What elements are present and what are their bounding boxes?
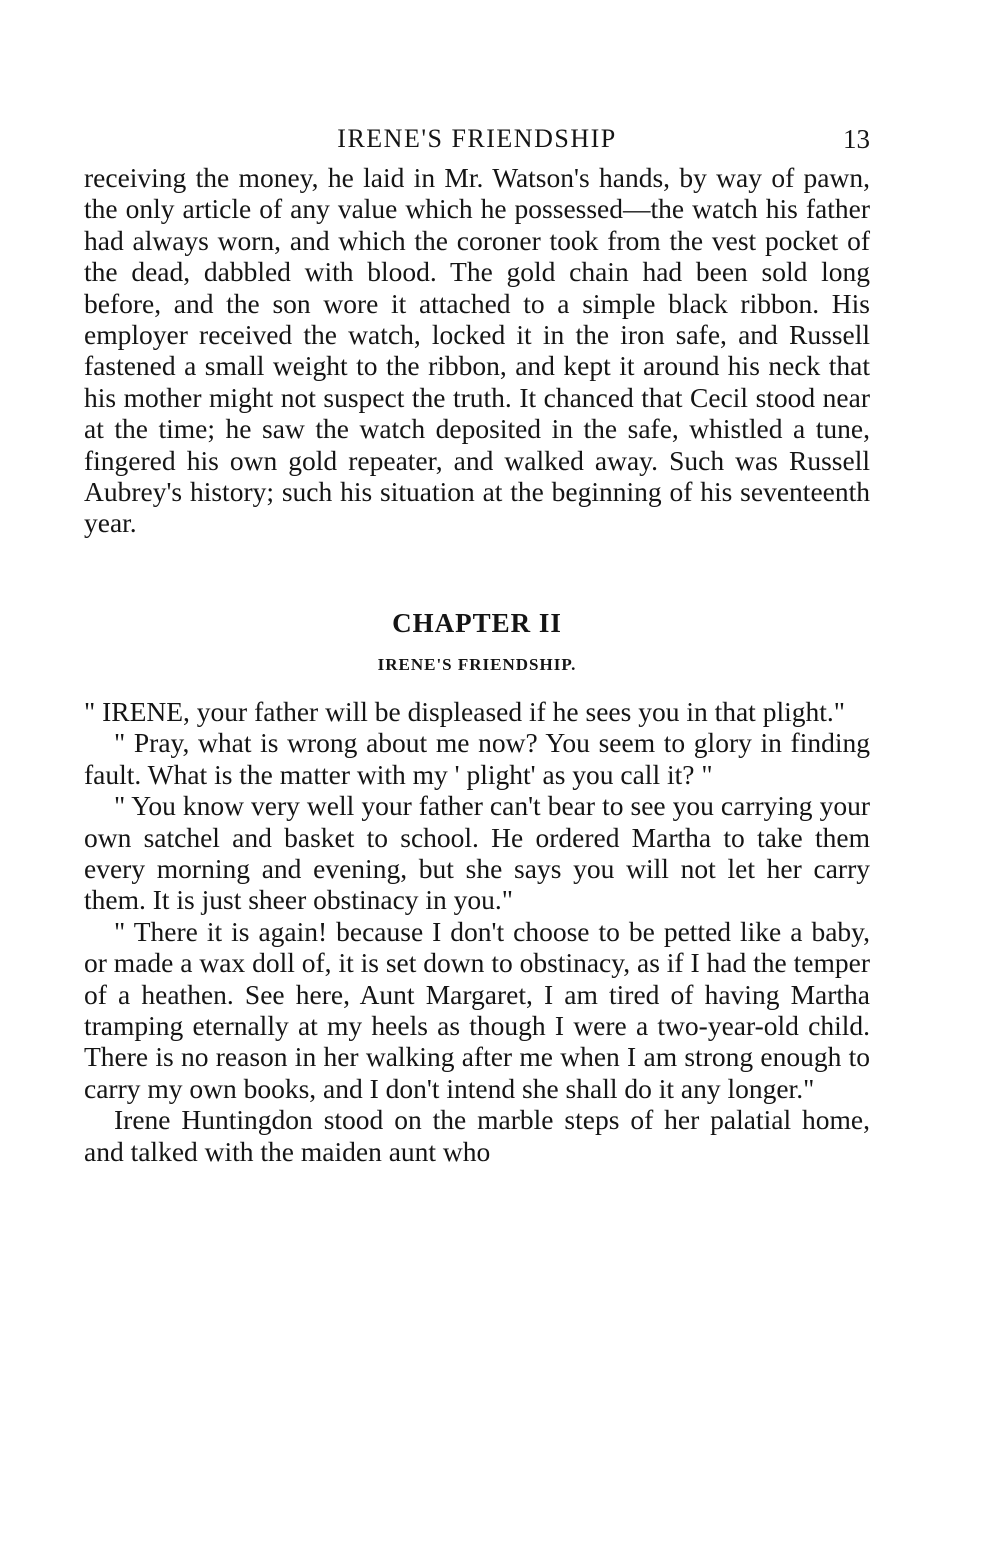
book-page [84,118,870,1167]
running-title: IRENE'S FRIENDSHIP [337,124,617,153]
chapter-paragraph-4: " There it is again! because I don't choose to be petted like a baby, or made a wax doll of, it is set down to obstinacy, as if I had the temper of a heathen. See here, Aunt Margaret, I am tired of having Martha tramping eternally at my heels as though I were a two-year-old child. There is no reason in her walking after me when I am strong enough to carry my own books, and I don't intend she shall do it any longer." [84,915,870,1104]
chapter-paragraph-1: " IRENE, your father will be displeased if he sees you in that plight." [84,695,845,727]
opening-paragraph: receiving the money, he laid in Mr. Watson's hands, by way of pawn, the only article of any value which he possessed—the watch his father had always worn, and which the coroner took from the vest pocket of the dead, dabbled with blood. The gold chain had been sold long before, and the son wore it attached to a simple black ribbon. His employer received the watch, locked it in the iron safe, and Russell fastened a small weight to the ribbon, and kept it around his neck that his mother might not suspect the truth. It chanced that Cecil stood near at the time; he saw the watch deposited in the safe, whistled a tune, fingered his own gold repeater, and walked away. Such was Russell Aubrey's history; such his situation at the beginning of his seventeenth year. [84,162,870,539]
running-header [84,118,870,162]
page-number: 13 [843,124,870,154]
chapter-spacer [84,539,870,606]
chapter-subtitle: IRENE'S FRIENDSHIP. [377,654,577,674]
chapter-paragraph-5: Irene Huntingdon stood on the marble steps of her palatial home, and talked with the maiden aunt who [84,1104,870,1167]
chapter-paragraph-2: " Pray, what is wrong about me now? You seem to glory in finding fault. What is the matter with my ' plight' as you call it? " [84,727,870,790]
chapter-paragraph-3: " You know very well your father can't bear to see you carrying your own satchel and basket to school. He ordered Martha to take them every morning and evening, but she says you will not let her carry them. It is just sheer obstinacy in you." [84,790,870,916]
chapter-title: CHAPTER II [392,607,562,638]
